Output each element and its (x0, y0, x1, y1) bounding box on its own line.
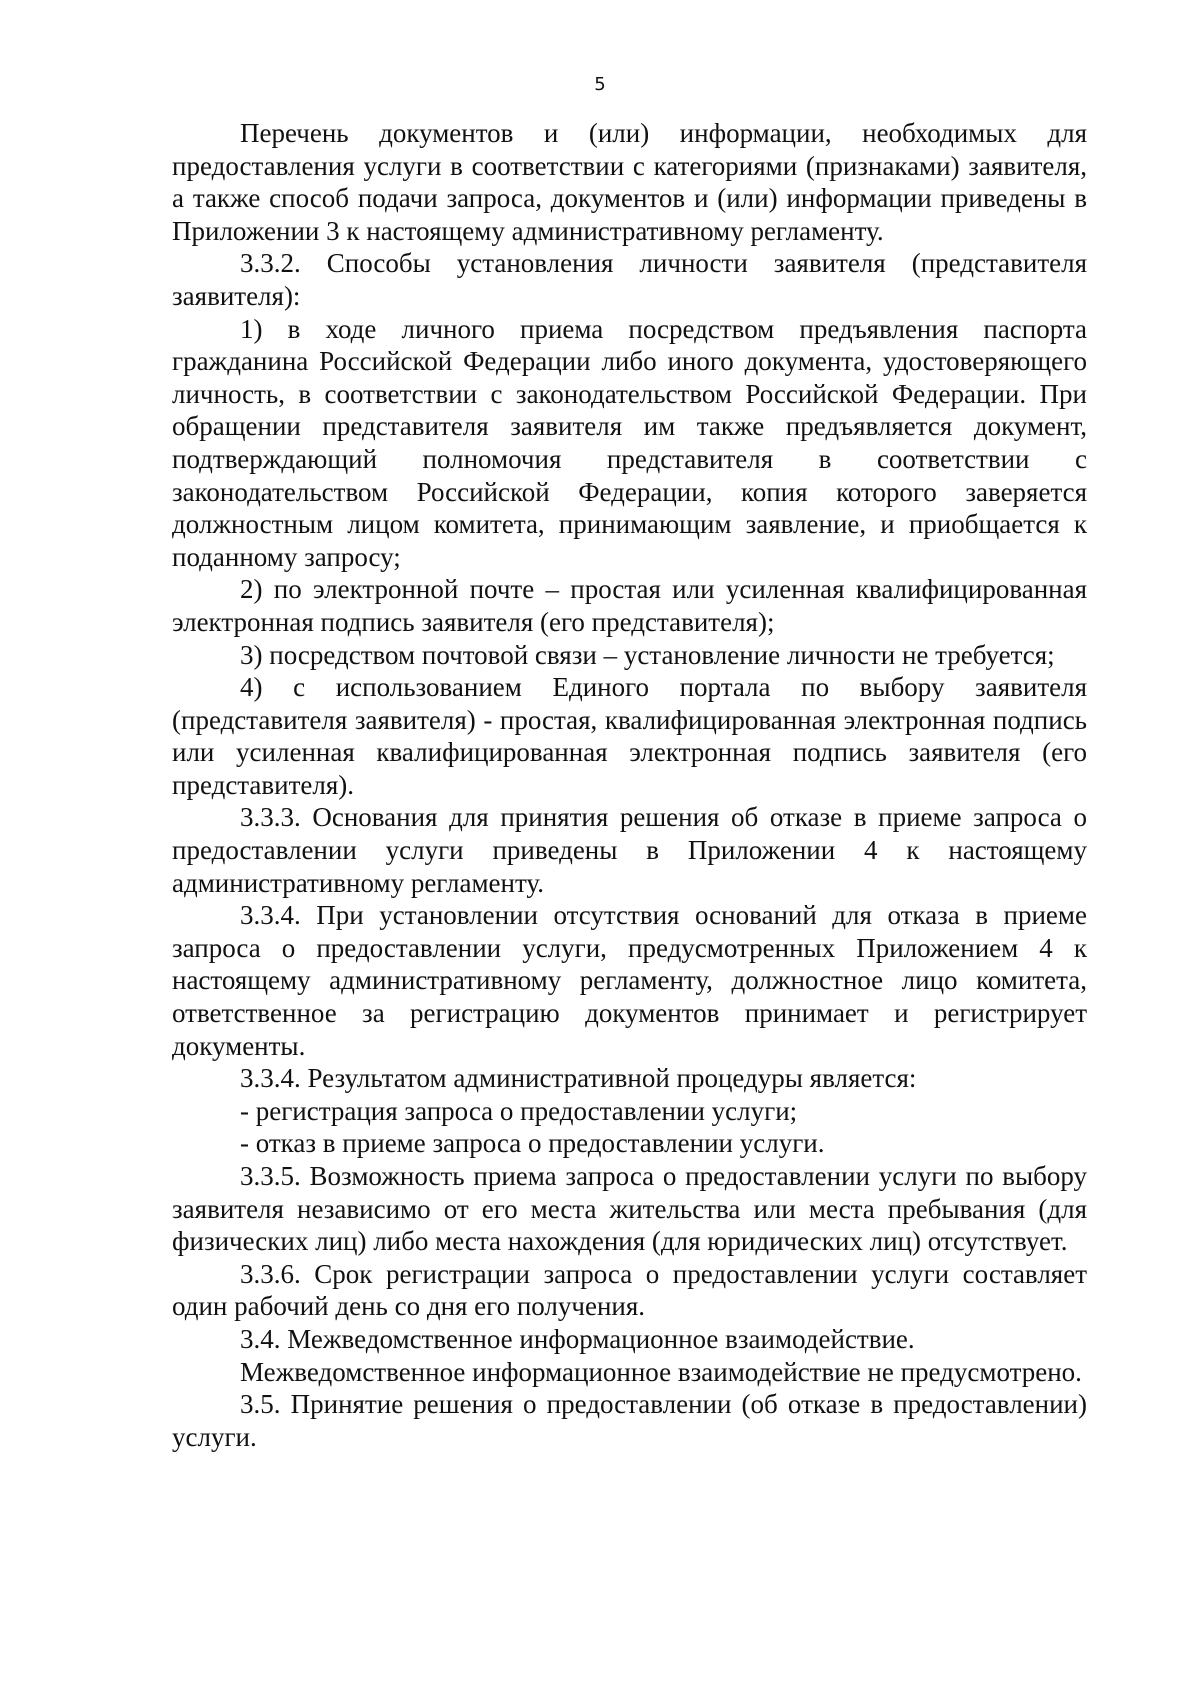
list-item-result-refusal: - отказ в приеме запроса о предоставлении услуги. (240, 1128, 825, 1159)
heading-3-4: 3.4. Межведомственное информационное взаимодействие. (240, 1323, 915, 1354)
heading-3-5: 3.5. Принятие решения о предоставлении (об отказе в предоставлении) услуги. (172, 1389, 1087, 1452)
paragraph-3-3-3: 3.3.3. Основания для принятия решения об отказе в приеме запроса о предоставлении услуги приведены в Приложении 4 к настоящему административному регламенту. (172, 802, 1087, 898)
list-item-personal-reception: 1) в ходе личного приема посредством предъявления паспорта гражданина Российской Федерации либо иного документа, удостоверяющего личность, в соответствии с законодательством Российской Федерации. При обращении представителя заявителя им также предъявляется документ, подтверждающий полномочия представителя в соответствии с законодательством Российской Федерации, копия которого заверяется должностным лицом комитета, принимающим заявление, и приобщается к поданному запросу; (172, 313, 1087, 572)
paragraph-interagency: Межведомственное информационное взаимодействие не предусмотрено. (240, 1356, 1082, 1387)
paragraph-documents-list: Перечень документов и (или) информации, необходимых для предоставления услуги в соответствии с категориями (признаками) заявителя, а также способ подачи запроса, документов и (или) информации приведены в Приложении 3 к настоящему административному регламенту. (172, 118, 1087, 246)
list-item-postal: 3) посредством почтовой связи – установление личности не требуется; (240, 639, 1055, 670)
paragraph-3-3-5: 3.3.5. Возможность приема запроса о предоставлении услуги по выбору заявителя независимо от его места жительства или места пребывания (для физических лиц) либо места нахождения (для юридических лиц) отсутствует. (172, 1161, 1087, 1257)
paragraph-3-3-2: 3.3.2. Способы установления личности заявителя (представителя заявителя): (172, 248, 1087, 311)
list-item-result-registration: - регистрация запроса о предоставлении услуги; (240, 1095, 798, 1126)
paragraph-3-3-6: 3.3.6. Срок регистрации запроса о предоставлении услуги составляет один рабочий день со дня его получения. (172, 1258, 1087, 1322)
paragraph-3-3-4-result: 3.3.4. Результатом административной процедуры является: (240, 1063, 917, 1094)
list-item-single-portal: 4) с использованием Единого портала по выбору заявителя (представителя заявителя) - простая, квалифицированная электронная подпись или усиленная квалифицированная электронная подпись заявителя (его представителя). (172, 672, 1087, 800)
page-number: 5 (594, 74, 606, 95)
paragraph-3-3-4-registration: 3.3.4. При установлении отсутствия оснований для отказа в приеме запроса о предоставлении услуги, предусмотренных Приложением 4 к настоящему административному регламенту, должностное лицо комитета, ответственное за регистрацию документов принимает и регистрирует документы. (172, 900, 1087, 1061)
list-item-email: 2) по электронной почте – простая или усиленная квалифицированная электронная подпись заявителя (его представителя); (172, 574, 1087, 637)
document-body (172, 117, 1087, 1453)
